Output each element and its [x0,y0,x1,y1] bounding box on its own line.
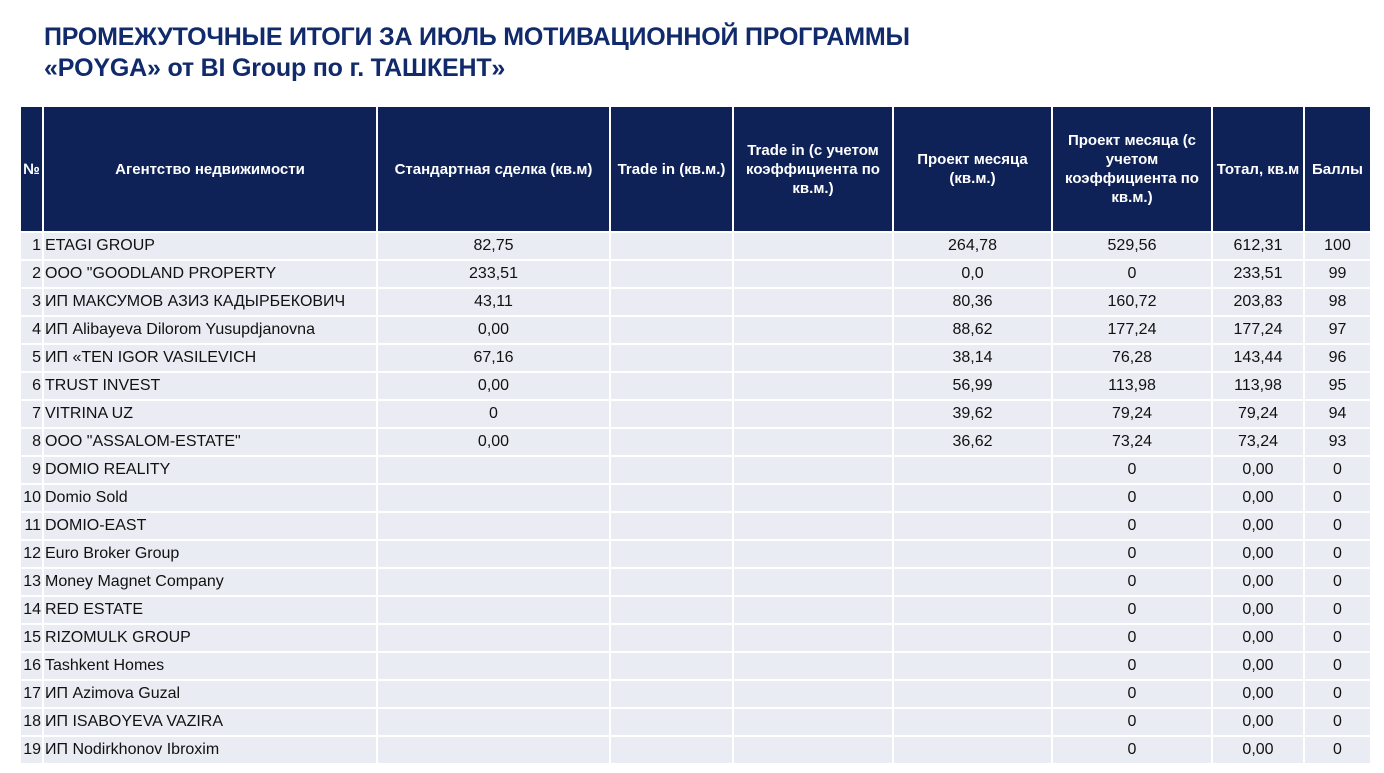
header-row [21,107,1370,232]
cell-project-month-coef: 160,72 [1052,288,1212,316]
cell-standard-deal: 233,51 [377,260,610,288]
cell-trade-in [610,260,733,288]
cell-num: 6 [21,372,43,400]
table-row [21,708,1370,736]
cell-project-month: 36,62 [893,428,1052,456]
cell-num: 12 [21,540,43,568]
cell-agency: ООО "ASSALOM-ESTATE" [43,428,377,456]
cell-standard-deal [377,596,610,624]
cell-agency: DOMIO REALITY [43,456,377,484]
cell-standard-deal [377,680,610,708]
table-row [21,260,1370,288]
cell-num: 5 [21,344,43,372]
cell-trade-in-coef [733,624,893,652]
cell-trade-in [610,596,733,624]
cell-project-month-coef: 0 [1052,456,1212,484]
cell-trade-in-coef [733,232,893,260]
cell-num: 2 [21,260,43,288]
cell-total: 0,00 [1212,736,1304,764]
table-row [21,288,1370,316]
cell-points: 98 [1304,288,1370,316]
cell-points: 0 [1304,484,1370,512]
header-total: Тотал, кв.м [1212,107,1304,232]
cell-project-month-coef: 113,98 [1052,372,1212,400]
cell-num: 3 [21,288,43,316]
cell-agency: Euro Broker Group [43,540,377,568]
cell-total: 79,24 [1212,400,1304,428]
cell-project-month [893,456,1052,484]
cell-project-month: 39,62 [893,400,1052,428]
cell-trade-in-coef [733,484,893,512]
cell-project-month: 88,62 [893,316,1052,344]
header-project-month-coef: Проект месяца (с учетом коэффициента по кв.м.) [1052,107,1212,232]
cell-agency: ИП МАКСУМОВ АЗИЗ КАДЫРБЕКОВИЧ [43,288,377,316]
table-row [21,232,1370,260]
table-row [21,372,1370,400]
cell-total: 0,00 [1212,484,1304,512]
cell-project-month [893,708,1052,736]
cell-num: 18 [21,708,43,736]
cell-project-month: 264,78 [893,232,1052,260]
cell-points: 0 [1304,456,1370,484]
cell-project-month [893,652,1052,680]
cell-standard-deal: 0,00 [377,372,610,400]
table-row [21,344,1370,372]
table-row [21,316,1370,344]
cell-project-month-coef: 0 [1052,540,1212,568]
cell-project-month-coef: 0 [1052,484,1212,512]
cell-trade-in [610,540,733,568]
cell-num: 15 [21,624,43,652]
cell-points: 100 [1304,232,1370,260]
cell-total: 0,00 [1212,568,1304,596]
header-agency: Агентство недвижимости [43,107,377,232]
table-row [21,624,1370,652]
cell-agency: ООО "GOODLAND PROPERTY [43,260,377,288]
title-line-1: ПРОМЕЖУТОЧНЫЕ ИТОГИ ЗА ИЮЛЬ МОТИВАЦИОННОЙ ПРОГРАММЫ [44,23,910,51]
cell-project-month [893,596,1052,624]
table-row [21,512,1370,540]
cell-num: 11 [21,512,43,540]
cell-points: 0 [1304,652,1370,680]
cell-num: 16 [21,652,43,680]
cell-agency: TRUST INVEST [43,372,377,400]
cell-points: 0 [1304,708,1370,736]
table-row [21,652,1370,680]
cell-project-month: 0,0 [893,260,1052,288]
cell-points: 0 [1304,568,1370,596]
cell-standard-deal [377,484,610,512]
title-line-2: «POYGA» от BI Group по г. ТАШКЕНТ» [44,54,506,82]
cell-total: 0,00 [1212,708,1304,736]
header-points: Баллы [1304,107,1370,232]
cell-project-month: 56,99 [893,372,1052,400]
cell-total: 73,24 [1212,428,1304,456]
cell-project-month-coef: 0 [1052,680,1212,708]
cell-agency: ИП ISABOYEVA VAZIRA [43,708,377,736]
cell-standard-deal [377,456,610,484]
cell-project-month [893,484,1052,512]
header-project-month: Проект месяца (кв.м.) [893,107,1052,232]
cell-points: 96 [1304,344,1370,372]
cell-num: 13 [21,568,43,596]
cell-points: 94 [1304,400,1370,428]
cell-project-month-coef: 0 [1052,512,1212,540]
cell-project-month-coef: 0 [1052,652,1212,680]
cell-trade-in-coef [733,428,893,456]
cell-trade-in-coef [733,260,893,288]
header-trade-in-coef: Trade in (с учетом коэффициента по кв.м.) [733,107,893,232]
cell-total: 0,00 [1212,456,1304,484]
cell-trade-in [610,288,733,316]
cell-agency: Domio Sold [43,484,377,512]
cell-total: 0,00 [1212,652,1304,680]
cell-project-month-coef: 177,24 [1052,316,1212,344]
cell-standard-deal: 0,00 [377,316,610,344]
cell-agency: ETAGI GROUP [43,232,377,260]
cell-project-month: 38,14 [893,344,1052,372]
table-body [21,232,1370,764]
cell-trade-in-coef [733,400,893,428]
header-num: № [21,107,43,232]
table-row [21,568,1370,596]
cell-points: 0 [1304,624,1370,652]
cell-standard-deal: 0 [377,400,610,428]
cell-standard-deal: 0,00 [377,428,610,456]
cell-project-month-coef: 0 [1052,568,1212,596]
cell-agency: ИП Azimova Guzal [43,680,377,708]
header-standard-deal: Стандартная сделка (кв.м) [377,107,610,232]
cell-points: 93 [1304,428,1370,456]
cell-total: 0,00 [1212,512,1304,540]
cell-total: 143,44 [1212,344,1304,372]
cell-points: 97 [1304,316,1370,344]
cell-agency: RED ESTATE [43,596,377,624]
cell-agency: ИП «TEN IGOR VASILEVICH [43,344,377,372]
cell-standard-deal: 43,11 [377,288,610,316]
cell-trade-in-coef [733,652,893,680]
cell-project-month-coef: 0 [1052,624,1212,652]
header-trade-in: Trade in (кв.м.) [610,107,733,232]
cell-num: 14 [21,596,43,624]
cell-trade-in-coef [733,344,893,372]
cell-project-month [893,540,1052,568]
cell-trade-in-coef [733,708,893,736]
page-title [44,22,910,84]
cell-trade-in-coef [733,316,893,344]
cell-total: 0,00 [1212,624,1304,652]
cell-total: 113,98 [1212,372,1304,400]
cell-trade-in [610,456,733,484]
cell-points: 95 [1304,372,1370,400]
cell-trade-in-coef [733,680,893,708]
cell-trade-in [610,512,733,540]
cell-agency: VITRINA UZ [43,400,377,428]
cell-trade-in [610,428,733,456]
cell-trade-in-coef [733,288,893,316]
cell-project-month [893,736,1052,764]
cell-standard-deal: 82,75 [377,232,610,260]
cell-points: 0 [1304,680,1370,708]
cell-standard-deal [377,512,610,540]
table-row [21,680,1370,708]
cell-points: 0 [1304,596,1370,624]
cell-standard-deal [377,624,610,652]
cell-agency: ИП Alibayeva Dilorom Yusupdjanovna [43,316,377,344]
cell-project-month-coef: 0 [1052,736,1212,764]
cell-trade-in [610,316,733,344]
cell-total: 0,00 [1212,680,1304,708]
cell-project-month [893,624,1052,652]
cell-points: 0 [1304,540,1370,568]
cell-trade-in-coef [733,456,893,484]
cell-agency: Tashkent Homes [43,652,377,680]
cell-project-month [893,512,1052,540]
cell-standard-deal: 67,16 [377,344,610,372]
cell-num: 4 [21,316,43,344]
cell-trade-in [610,736,733,764]
table-row [21,428,1370,456]
cell-agency: RIZOMULK GROUP [43,624,377,652]
cell-total: 612,31 [1212,232,1304,260]
cell-trade-in [610,232,733,260]
cell-num: 17 [21,680,43,708]
cell-num: 10 [21,484,43,512]
cell-standard-deal [377,568,610,596]
table-row [21,400,1370,428]
cell-standard-deal [377,652,610,680]
cell-trade-in [610,484,733,512]
cell-trade-in-coef [733,540,893,568]
cell-project-month-coef: 0 [1052,596,1212,624]
cell-project-month-coef: 0 [1052,708,1212,736]
cell-total: 0,00 [1212,596,1304,624]
cell-standard-deal [377,540,610,568]
cell-num: 19 [21,736,43,764]
cell-trade-in-coef [733,596,893,624]
cell-trade-in-coef [733,372,893,400]
cell-num: 7 [21,400,43,428]
table-row [21,484,1370,512]
results-table [21,107,1370,765]
cell-trade-in [610,708,733,736]
cell-trade-in [610,344,733,372]
cell-trade-in-coef [733,736,893,764]
cell-project-month-coef: 79,24 [1052,400,1212,428]
cell-standard-deal [377,708,610,736]
cell-project-month [893,568,1052,596]
cell-agency: ИП Nodirkhonov Ibroxim [43,736,377,764]
cell-agency: Money Magnet Company [43,568,377,596]
cell-points: 0 [1304,512,1370,540]
cell-trade-in [610,372,733,400]
cell-project-month [893,680,1052,708]
cell-trade-in [610,624,733,652]
cell-total: 203,83 [1212,288,1304,316]
cell-points: 99 [1304,260,1370,288]
cell-num: 8 [21,428,43,456]
table-row [21,540,1370,568]
cell-trade-in-coef [733,512,893,540]
cell-project-month-coef: 0 [1052,260,1212,288]
cell-project-month: 80,36 [893,288,1052,316]
cell-num: 9 [21,456,43,484]
cell-project-month-coef: 73,24 [1052,428,1212,456]
cell-project-month-coef: 529,56 [1052,232,1212,260]
cell-trade-in [610,652,733,680]
cell-total: 233,51 [1212,260,1304,288]
table-row [21,596,1370,624]
cell-trade-in-coef [733,568,893,596]
cell-trade-in [610,568,733,596]
cell-total: 177,24 [1212,316,1304,344]
table-row [21,456,1370,484]
cell-agency: DOMIO-EAST [43,512,377,540]
cell-total: 0,00 [1212,540,1304,568]
cell-project-month-coef: 76,28 [1052,344,1212,372]
cell-trade-in [610,680,733,708]
cell-trade-in [610,400,733,428]
table-row [21,736,1370,764]
cell-num: 1 [21,232,43,260]
cell-points: 0 [1304,736,1370,764]
cell-standard-deal [377,736,610,764]
